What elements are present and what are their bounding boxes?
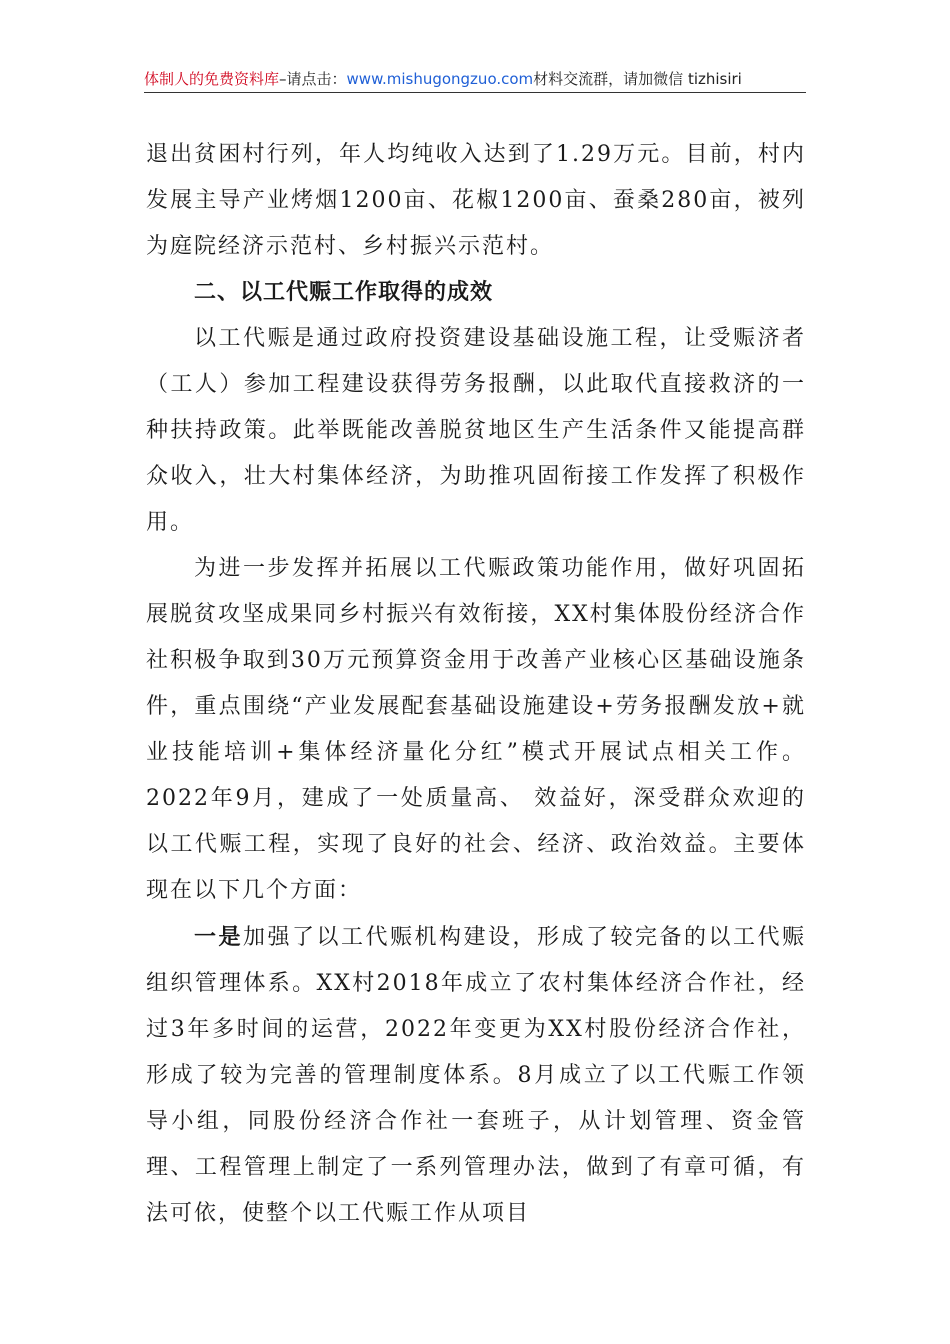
paragraph-progress: 为进一步发挥并拓展以工代赈政策功能作用，做好巩固拓展脱贫攻坚成果同乡村振兴有效衔接，XX村集体股份经济合作社积极争取到30万元预算资金用于改善产业核心区基础设施条件，重点围绕“产业发展配套基础设施建设+劳务报酬发放+就业技能培训+集体经济量化分红”模式开展试点相关工作。2022年9月，建成了一处质量高、 效益好，深受群众欢迎的以工代赈工程，实现了良好的社会、经济、政治效益。主要体现在以下几个方面： (146, 556, 806, 903)
point-one-text: 加强了以工代赈机构建设，形成了较完备的以工代赈组织管理体系。XX村2018年成立了农村集体经济合作社，经过3年多时间的运营，2022年变更为XX村股份经济合作社，形成了较为完善的管理制度体系。8月成立了以工代赈工作领导小组，同股份经济合作社一套班子，从计划管理、资金管理、工程管理上制定了一系列管理办法，做到了有章可循，有法可依，使整个以工代赈工作从项目 (146, 925, 806, 1226)
point-one-lead: 一是 (194, 924, 243, 950)
header-url-link[interactable]: www.mishugongzuo.com (346, 70, 534, 88)
paragraph-point-one (146, 914, 806, 1237)
paragraph-definition: 以工代赈是通过政府投资建设基础设施工程，让受赈济者（工人）参加工程建设获得劳务报酬，以此取代直接救济的一种扶持政策。此举既能改善脱贫地区生产生活条件又能提高群众收入，壮大村集体经济，为助推巩固衔接工作发挥了积极作用。 (146, 326, 806, 535)
header-prompt: –请点击： (279, 70, 347, 88)
header-group-info: 材料交流群，请加微信 tizhisiri (533, 70, 742, 88)
header-brand: 体制人的免费资料库 (144, 70, 280, 88)
paragraph-continuation: 退出贫困村行列，年人均纯收入达到了1.29万元。目前，村内发展主导产业烤烟1200亩、花椒1200亩、蚕桑280亩，被列为庭院经济示范村、乡村振兴示范村。 (146, 142, 806, 259)
page-header (144, 66, 806, 93)
section-heading: 二、以工代赈工作取得的成效 (194, 280, 494, 305)
document-body (146, 132, 806, 1237)
